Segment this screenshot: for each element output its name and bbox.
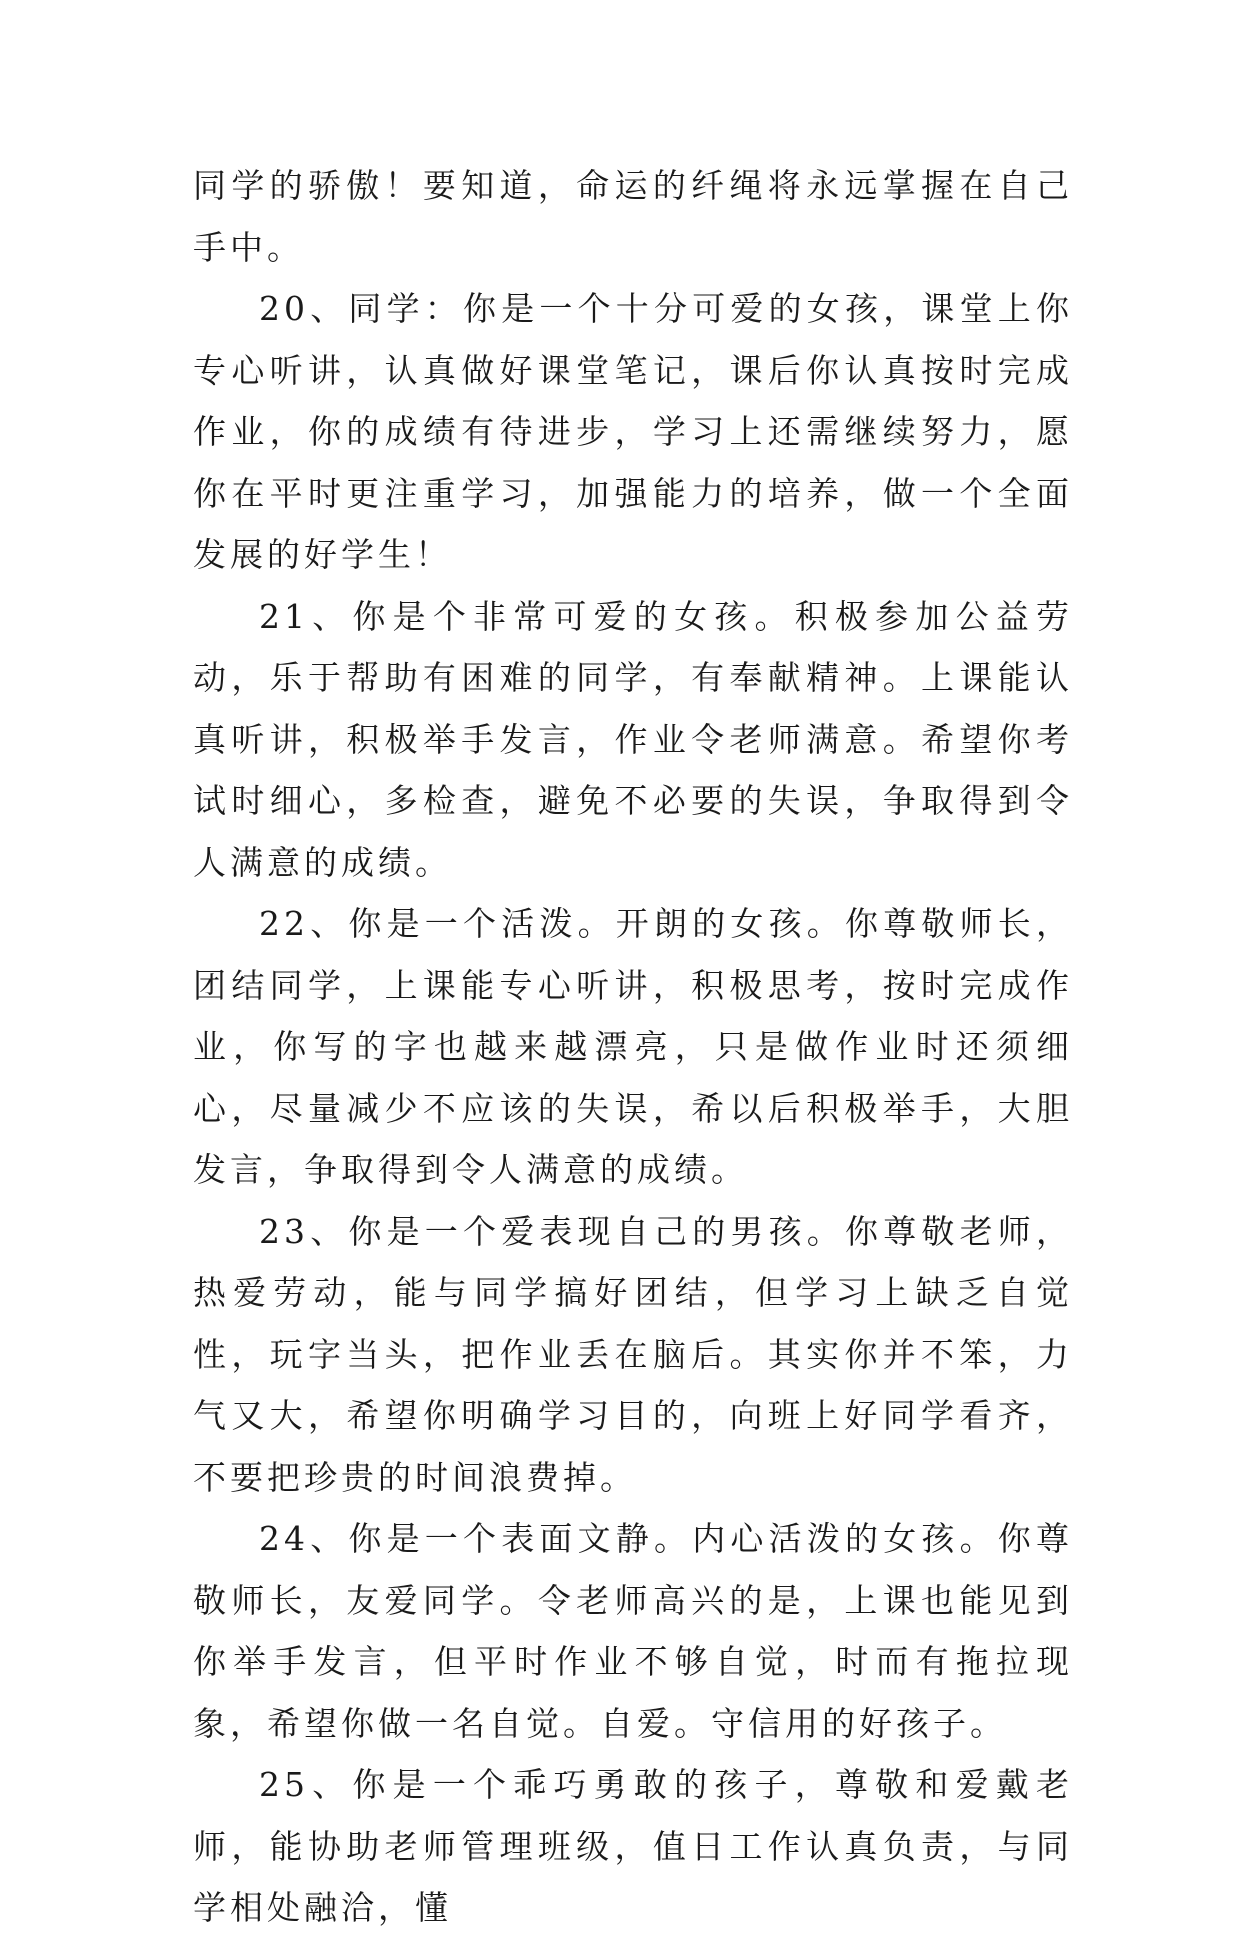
paragraph-comment-23: 23、你是一个爱表现自己的男孩。你尊敬老师，热爱劳动，能与同学搞好团结，但学习上缺乏自觉性，玩字当头，把作业丢在脑后。其实你并不笨，力气又大，希望你明确学习目的，向班上好同学看齐，不要把珍贵的时间浪费掉。 [193, 1211, 1073, 1497]
document-body [193, 155, 1073, 1939]
paragraph-comment-24: 24、你是一个表面文静。内心活泼的女孩。你尊敬师长，友爱同学。令老师高兴的是，上课也能见到你举手发言，但平时作业不够自觉，时而有拖拉现象，希望你做一名自觉。自爱。守信用的好孩子。 [193, 1519, 1073, 1743]
paragraph-comment-25: 25、你是一个乖巧勇敢的孩子，尊敬和爱戴老师，能协助老师管理班级，值日工作认真负责，与同学相处融洽，懂 [193, 1765, 1073, 1927]
paragraph-continuation: 同学的骄傲！要知道，命运的纤绳将永远掌握在自己手中。 [193, 166, 1073, 267]
paragraph-comment-22: 22、你是一个活泼。开朗的女孩。你尊敬师长，团结同学，上课能专心听讲，积极思考，按时完成作业，你写的字也越来越漂亮，只是做作业时还须细心，尽量减少不应该的失误，希以后积极举手，大胆发言，争取得到令人满意的成绩。 [193, 904, 1073, 1189]
paragraph-comment-21: 21、你是个非常可爱的女孩。积极参加公益劳动，乐于帮助有困难的同学，有奉献精神。上课能认真听讲，积极举手发言，作业令老师满意。希望你考试时细心，多检查，避免不必要的失误，争取得到令人满意的成绩。 [193, 596, 1073, 882]
paragraph-comment-20: 20、同学：你是一个十分可爱的女孩，课堂上你专心听讲，认真做好课堂笔记，课后你认真按时完成作业，你的成绩有待进步，学习上还需继续努力，愿你在平时更注重学习，加强能力的培养，做一个全面发展的好学生！ [193, 289, 1073, 574]
